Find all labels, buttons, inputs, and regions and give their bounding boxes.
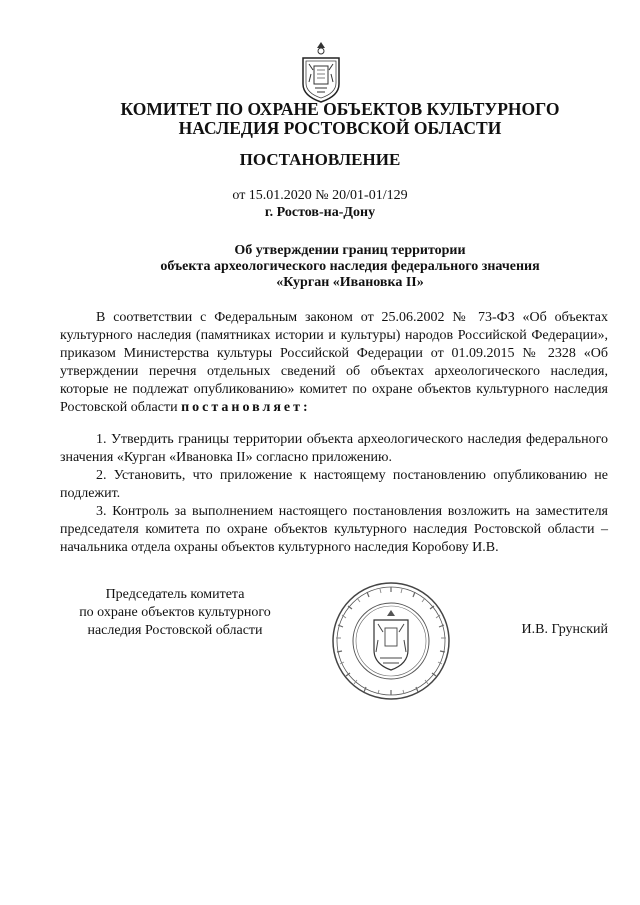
signatory-position <box>50 586 300 640</box>
position-line-3: наследия Ростовской области <box>87 623 263 638</box>
preamble-paragraph <box>60 309 608 417</box>
organization-line-1: КОМИТЕТ ПО ОХРАНЕ ОБЪЕКТОВ КУЛЬТУРНОГО <box>120 99 560 119</box>
preamble-text: В соответствии с Федеральным законом от 25.06.2002 № 73-ФЗ «Об объектах культурного наследия (памятниках истории и культуры) народов Российской Федерации», приказом Министерства культуры Российской Федерации от 01.09.2015 № 2328 «Об утверждении перечня отдельных сведений об объектах археологического наследия, которые не подлежат опубликованию» комитет по охране объектов культурного наследия Ростовской области <box>60 310 608 415</box>
position-line-2: по охране объектов культурного <box>79 605 271 620</box>
document-type: ПОСТАНОВЛЕНИЕ <box>239 150 401 169</box>
document-city: г. Ростов-на-Дону <box>264 205 376 220</box>
subject-line-3: «Курган «Ивановка II» <box>276 275 424 290</box>
signatory-name: И.В. Грунский <box>521 622 608 637</box>
organization-name <box>60 100 620 138</box>
coat-of-arms-emblem <box>297 40 345 104</box>
resolution-item-1: 1. Утвердить границы территории объекта археологического наследия федерального значения «Курган «Ивановка II» согласно приложению. <box>60 432 608 465</box>
resolution-item-3: 3. Контроль за выполнением настоящего постановления возложить на заместителя председателя комитета по охране объектов культурного наследия Ростовской области – начальника отдела охраны объектов культурного наследия Коробову И.В. <box>60 504 608 555</box>
resolution-items <box>60 431 608 557</box>
resolves-word: постановляет: <box>181 400 311 415</box>
position-line-1: Председатель комитета <box>105 587 245 602</box>
organization-line-2: НАСЛЕДИЯ РОСТОВСКОЙ ОБЛАСТИ <box>178 118 502 138</box>
document-subject <box>110 243 590 291</box>
subject-line-1: Об утверждении границ территории <box>234 243 466 258</box>
official-seal-stamp <box>330 580 452 702</box>
resolution-item-2: 2. Установить, что приложение к настоящему постановлению опубликованию не подлежит. <box>60 468 608 501</box>
document-date-number: от 15.01.2020 № 20/01-01/129 <box>232 188 408 203</box>
subject-line-2: объекта археологического наследия федерального значения <box>160 259 540 274</box>
